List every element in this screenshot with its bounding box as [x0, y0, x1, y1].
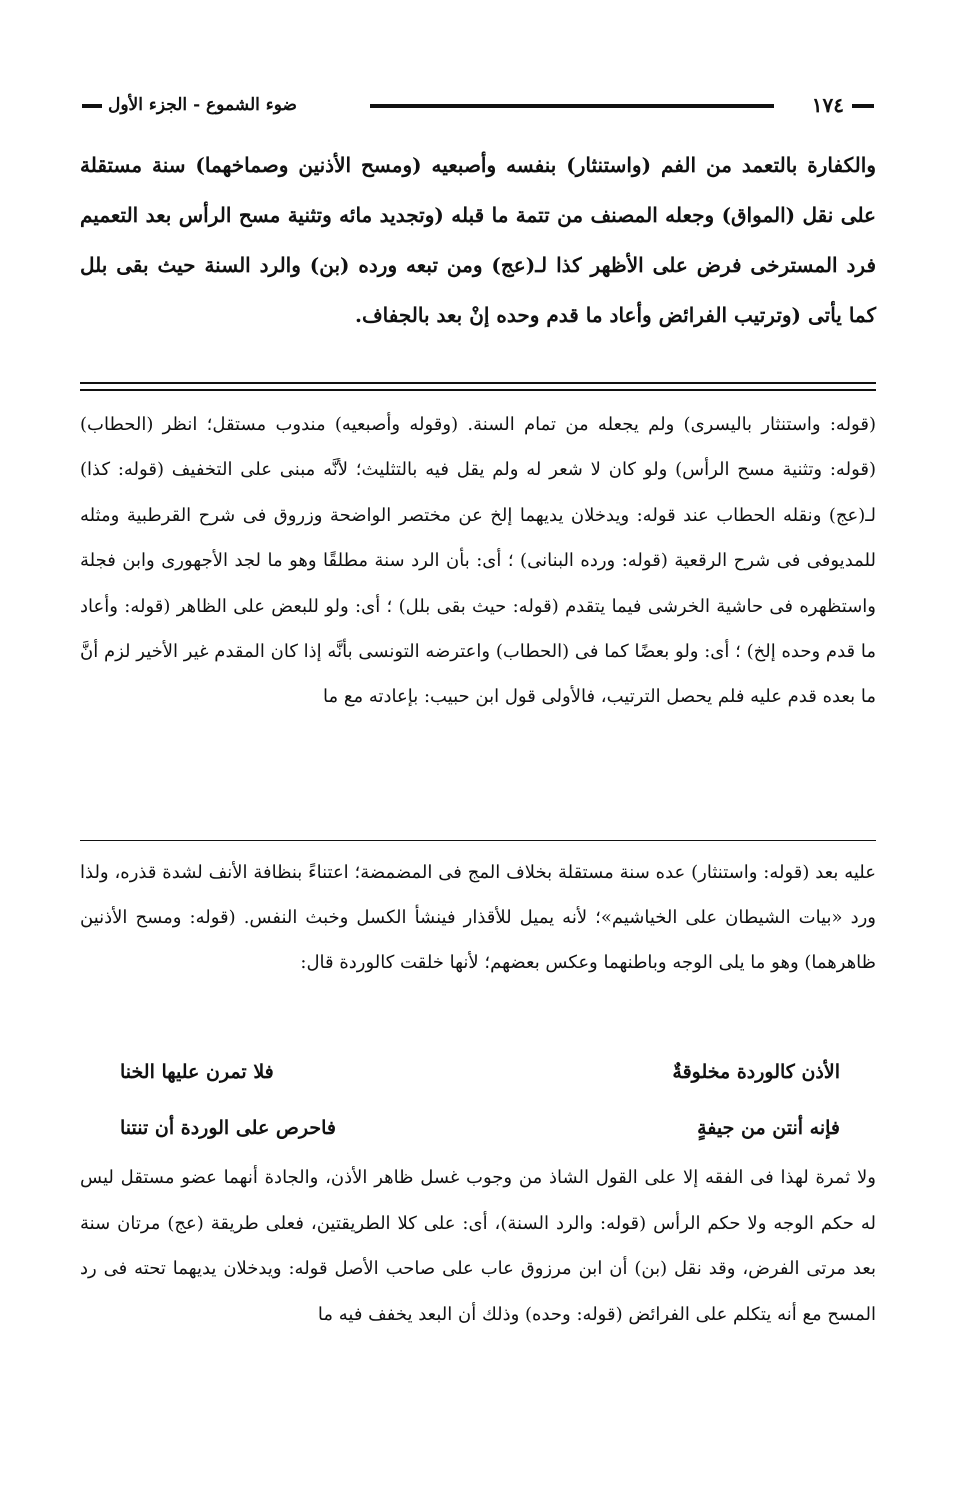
- header-dash-left: [82, 104, 102, 108]
- verse-line-1: [110, 1052, 850, 1092]
- separator-rule-bottom: [80, 389, 876, 391]
- commentary-block-2: [80, 850, 876, 985]
- commentary-paragraph-3: ولا ثمرة لهذا فى الفقه إلا على القول الشاذ من وجوب غسل ظاهر الأذن، والجادة أنهما عضو مستقل ليس له حكم الوجه ولا حكم الرأس (قوله: والرد السنة)، أى: على كلا الطريقتين، فعلى طريقة (عج) مرتان سنة بعد مرتى الفرض، وقد نقل (بن) أن ابن مرزوق عاب على صاحب الأصل قوله: ويدخلان يديهما تحته فى رد المسح مع أنه يتكلم على الفرائض (قوله: وحده) وذلك أن البعد يخفف فيه ما: [80, 1167, 877, 1325]
- page-number: ١٧٤: [811, 93, 844, 117]
- verse-line-2: [110, 1108, 850, 1148]
- header-dash-right: [852, 104, 874, 108]
- verse-2-second-hemistich: فاحرص على الوردة أن تنتنا: [120, 1117, 336, 1139]
- commentary-paragraph-1: (قوله: واستنثار باليسرى) ولم يجعله من تمام السنة. (وقوله وأصبعيه) مندوب مستقل؛ انظر (الحطاب) (قوله: وتثنية مسح الرأس) ولو كان لا شعر له ولم يقل فيه بالتثليث؛ لأنَّه مبنى على التخفيف (قوله: كذا) لـ(عج) ونقله الحطاب عند قوله: ويدخلان يديهما إلخ عن مختصر الواضحة وزروق فى شرح القرطبية ومثله للمديوفى فى شرح الرقعية (قوله: ورده البنانى) ؛ أى: بأن الرد سنة مطلقًا وهو ما لجد الأجهورى وابن فجلة واستظهره فى حاشية الخرشى فيما يتقدم (قوله: حيث بقى بلل) ؛ أى: ولو للبعض على الظاهر (قوله: وأعاد ما قدم وحده إلخ) ؛ أى: ولو بعضًا كما فى (الحطاب) واعترضه التونسى بأنَّه إذا كان المقدم غير الأخير لزم أنَّ ما بعده قدم عليه فلم يحصل الترتيب، فالأولى قول ابن حبيب: بإعادته مع ما: [80, 414, 876, 708]
- verse-2-first-hemistich: فإنه أنتن من جيفةٍ: [697, 1117, 840, 1139]
- verse-1-first-hemistich: الأذن كالوردة مخلوقةٌ: [672, 1061, 840, 1083]
- commentary-block-1: [80, 402, 876, 720]
- verse-1-second-hemistich: فلا تمرن عليها الخنا: [120, 1061, 274, 1083]
- header-rule: [370, 104, 774, 108]
- main-paragraph: والكفارة بالتعمد من الفم (واستنثار) بنفسه وأصبعيه (ومسح الأذنين وصماخهما) سنة مستقلة على نقل (المواق) وجعله المصنف من تتمة ما قبله (وتجديد مائه وتثنية مسح الرأس بعد التعميم فرد المسترخى فرض على الأظهر كذا لـ(عج) ومن تبعه ورده (بن) والرد السنة حيث بقى بلل كما يأتى (وترتيب الفرائض وأعاد ما قدم وحده إنْ بعد بالجفاف.: [80, 153, 876, 327]
- commentary-block-3: [80, 1155, 876, 1337]
- main-text: [80, 140, 876, 340]
- separator-rule-top: [80, 382, 876, 384]
- header-title: ضوء الشموع - الجزء الأول: [108, 95, 297, 115]
- commentary-divider: [80, 840, 876, 841]
- page-header: [82, 90, 874, 120]
- commentary-paragraph-2: عليه بعد (قوله: واستنثار) عده سنة مستقلة بخلاف المج فى المضمضة؛ اعتناءً بنظافة الأنف لشدة قذره، ولذا ورد «بيات الشيطان على الخياشيم»؛ لأنه يميل للأقذار فينشأ الكسل وخبث النفس. (قوله: ومسح الأذنين ظاهرهما) وهو ما يلى الوجه وباطنهما وعكس بعضهم؛ لأنها خلقت كالوردة قال:: [80, 862, 876, 973]
